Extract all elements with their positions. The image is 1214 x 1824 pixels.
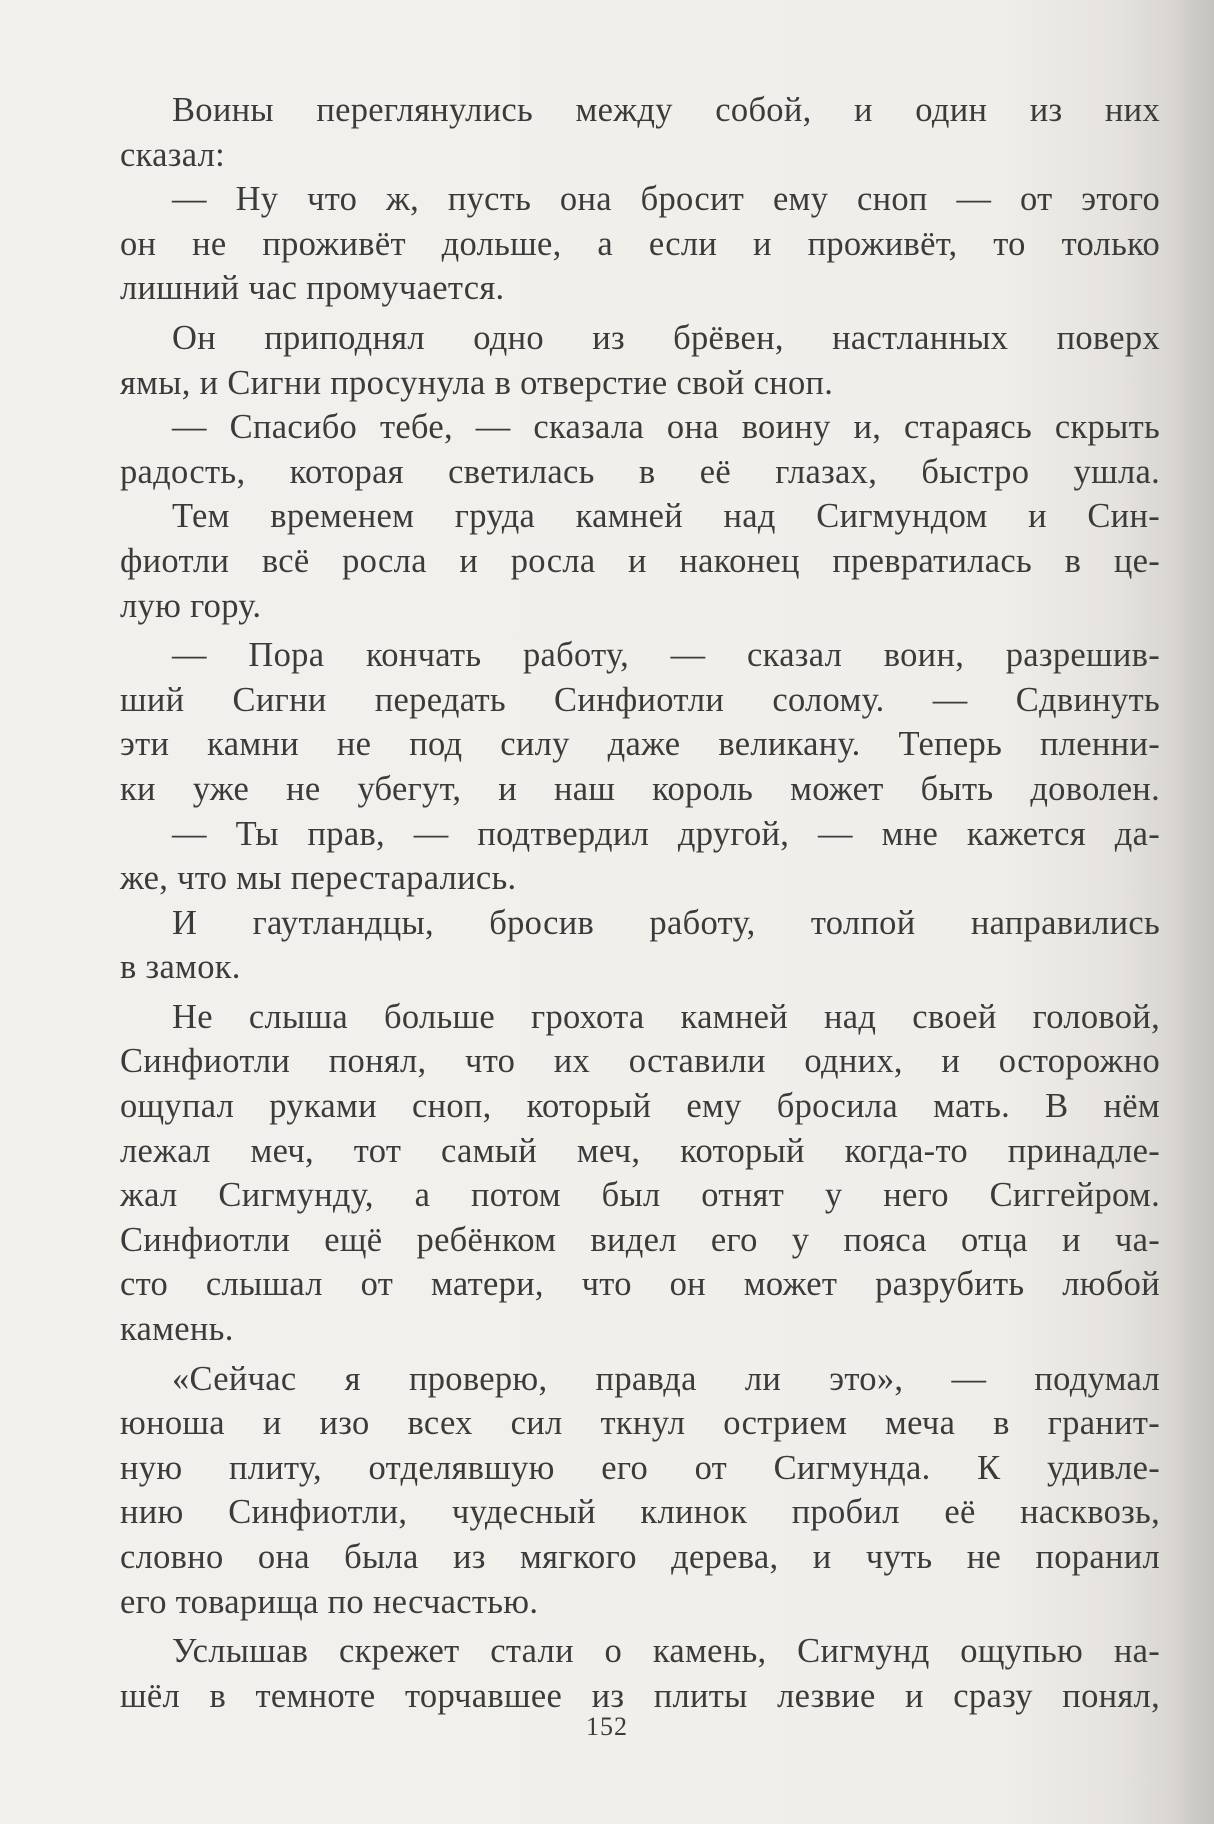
text-line: радость, которая светилась в её глазах, быстро ушла.: [120, 452, 1160, 491]
text-line: ший Сигни передать Синфиотли солому. — Сдвинуть: [120, 680, 1160, 719]
text-line: лишний час промучается.: [120, 269, 505, 308]
text-line: сто слышал от матери, что он может разрубить любой: [120, 1265, 1160, 1304]
text-line: — Пора кончать работу, — сказал воин, разрешив-: [172, 636, 1160, 675]
text-line: лую гору.: [120, 586, 262, 625]
text-line: ки уже не убегут, и наш король может быть доволен.: [120, 769, 1160, 808]
text-line: нию Синфиотли, чудесный клинок пробил её насквозь,: [120, 1493, 1160, 1532]
text-line: И гаутландцы, бросив работу, толпой направились: [172, 903, 1160, 942]
text-line: жал Сигмунду, а потом был отнят у него Сиггейром.: [120, 1176, 1160, 1215]
text-line: Не слыша больше грохота камней над своей головой,: [172, 997, 1160, 1036]
text-line: Синфиотли понял, что их оставили одних, и осторожно: [120, 1042, 1160, 1081]
text-line: сказал:: [120, 135, 226, 174]
text-line: лежал меч, тот самый меч, который когда-то принадле-: [120, 1131, 1160, 1170]
text-line: «Сейчас я проверю, правда ли это», — подумал: [172, 1359, 1160, 1398]
text-line: ощупал руками сноп, который ему бросила мать. В нём: [120, 1087, 1160, 1126]
text-line: шёл в темноте торчавшее из плиты лезвие и сразу понял,: [120, 1676, 1160, 1715]
binding-shadow: [1174, 0, 1214, 1824]
text-line: ную плиту, отделявшую его от Сигмунда. К удивле-: [120, 1448, 1160, 1487]
text-line: юноша и изо всех сил ткнул острием меча в гранит-: [120, 1404, 1160, 1443]
text-line: же, что мы перестарались.: [120, 859, 517, 898]
text-line: Услышав скрежет стали о камень, Сигмунд ощупью на-: [172, 1632, 1160, 1671]
text-line: он не проживёт дольше, а если и проживёт, то только: [120, 224, 1160, 263]
text-line: ямы, и Сигни просунула в отверстие свой сноп.: [120, 363, 834, 402]
text-line: Тем временем груда камней над Сигмундом и Син-: [172, 497, 1160, 536]
page-text: [120, 88, 1160, 1718]
text-line: — Спасибо тебе, — сказала она воину и, стараясь скрыть: [172, 408, 1160, 447]
text-line: словно она была из мягкого дерева, и чуть не поранил: [120, 1538, 1160, 1576]
text-line: камень.: [120, 1310, 234, 1349]
text-line: в замок.: [120, 948, 241, 987]
text-line: — Ну что ж, пусть она бросит ему сноп — от этого: [172, 180, 1160, 219]
page-number: 152: [586, 1712, 628, 1741]
text-line: Синфиотли ещё ребёнком видел его у пояса отца и ча-: [120, 1220, 1160, 1259]
text-line: фиотли всё росла и росла и наконец превратилась в це-: [120, 541, 1160, 580]
text-line: Воины переглянулись между собой, и один из них: [172, 91, 1160, 129]
text-line: его товарища по несчастью.: [120, 1582, 539, 1621]
text-line: — Ты прав, — подтвердил другой, — мне кажется да-: [172, 814, 1160, 853]
text-line: Он приподнял одно из брёвен, настланных поверх: [172, 318, 1160, 357]
text-line: эти камни не под силу даже великану. Теперь пленни-: [120, 725, 1160, 764]
